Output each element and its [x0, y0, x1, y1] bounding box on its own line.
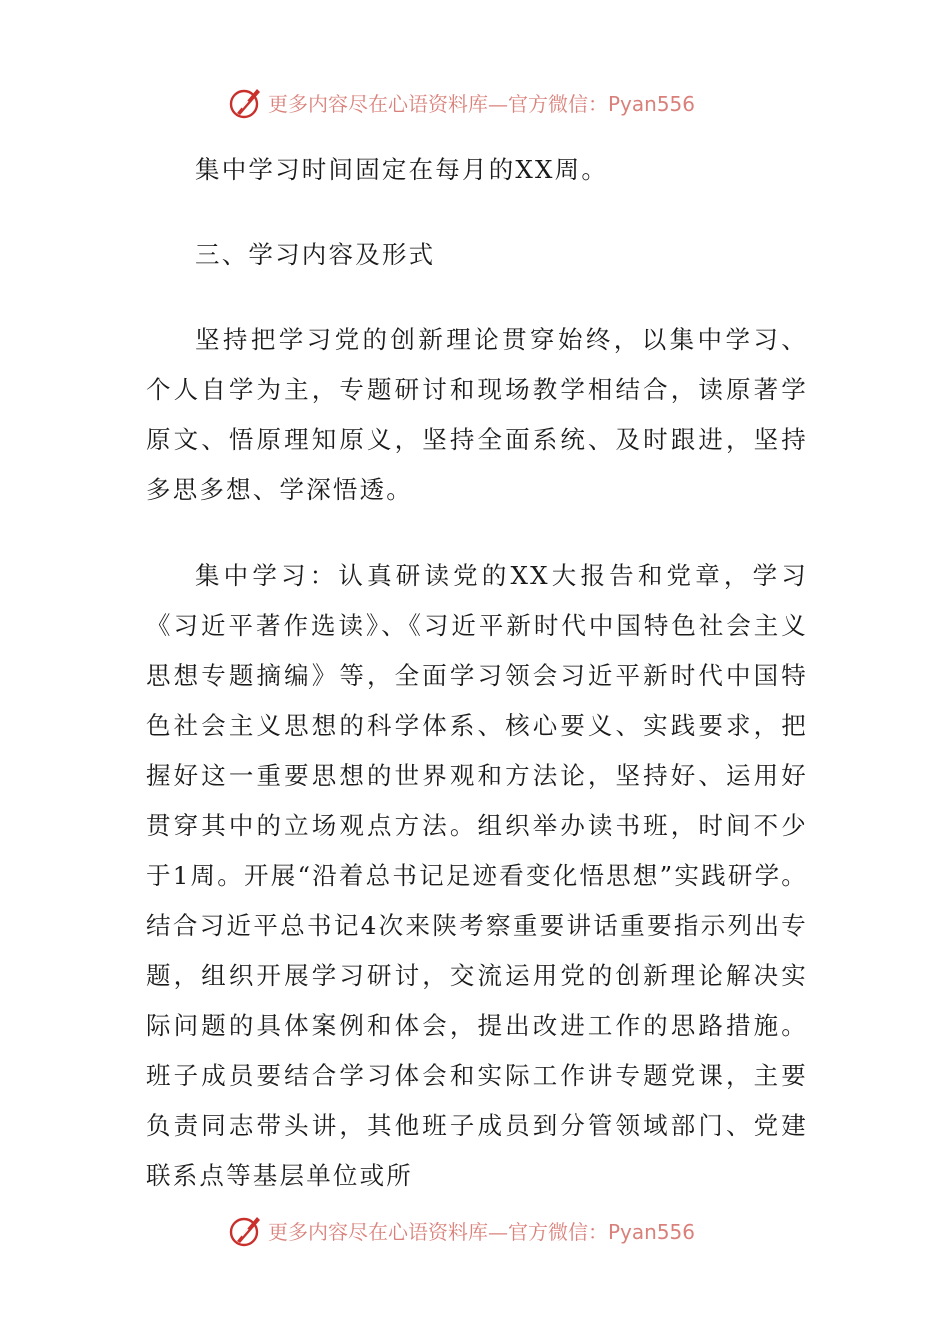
quill-pen-icon — [228, 84, 264, 120]
section-heading: 三、学习内容及形式 — [195, 240, 436, 269]
watermark-wechat-label: 官方微信： — [508, 91, 608, 116]
paragraph-study-principles: 坚持把学习党的创新理论贯穿始终，以集中学习、个人自学为主，专题研讨和现场教学相结合，读原著学原文、悟原理知原义，坚持全面系统、及时跟进，坚持多思多想、学深悟透。 — [146, 325, 808, 504]
footer-watermark — [228, 1210, 695, 1250]
watermark-dash: — — [488, 1219, 508, 1244]
watermark-wechat-id: Pyan556 — [608, 1219, 696, 1244]
paragraph-study-time: 集中学习时间固定在每月的XX周。 — [195, 155, 609, 184]
watermark-main-text: 更多内容尽在心语资料库 — [268, 91, 488, 116]
watermark-dash: — — [488, 91, 508, 116]
header-watermark — [228, 82, 695, 122]
watermark-wechat-label: 官方微信： — [508, 1219, 608, 1244]
document-body — [146, 145, 808, 1201]
watermark-wechat-id: Pyan556 — [608, 91, 696, 116]
paragraph-centralized-study: 集中学习：认真研读党的XX大报告和党章，学习《习近平著作选读》、《习近平新时代中国特色社会主义思想专题摘编》等，全面学习领会习近平新时代中国特色社会主义思想的科学体系、核心要义、实践要求，把握好这一重要思想的世界观和方法论，坚持好、运用好贯穿其中的立场观点方法。组织举办读书班，时间不少于1周。开展“沿着总书记足迹看变化悟思想”实践研学。结合习近平总书记4次来陕考察重要讲话重要指示列出专题，组织开展学习研讨，交流运用党的创新理论解决实际问题的具体案例和体会，提出改进工作的思路措施。班子成员要结合学习体会和实际工作讲专题党课，主要负责同志带头讲，其他班子成员到分管领域部门、党建联系点等基层单位或所 — [146, 561, 808, 1190]
watermark-main-text: 更多内容尽在心语资料库 — [268, 1219, 488, 1244]
quill-pen-icon — [228, 1212, 264, 1248]
